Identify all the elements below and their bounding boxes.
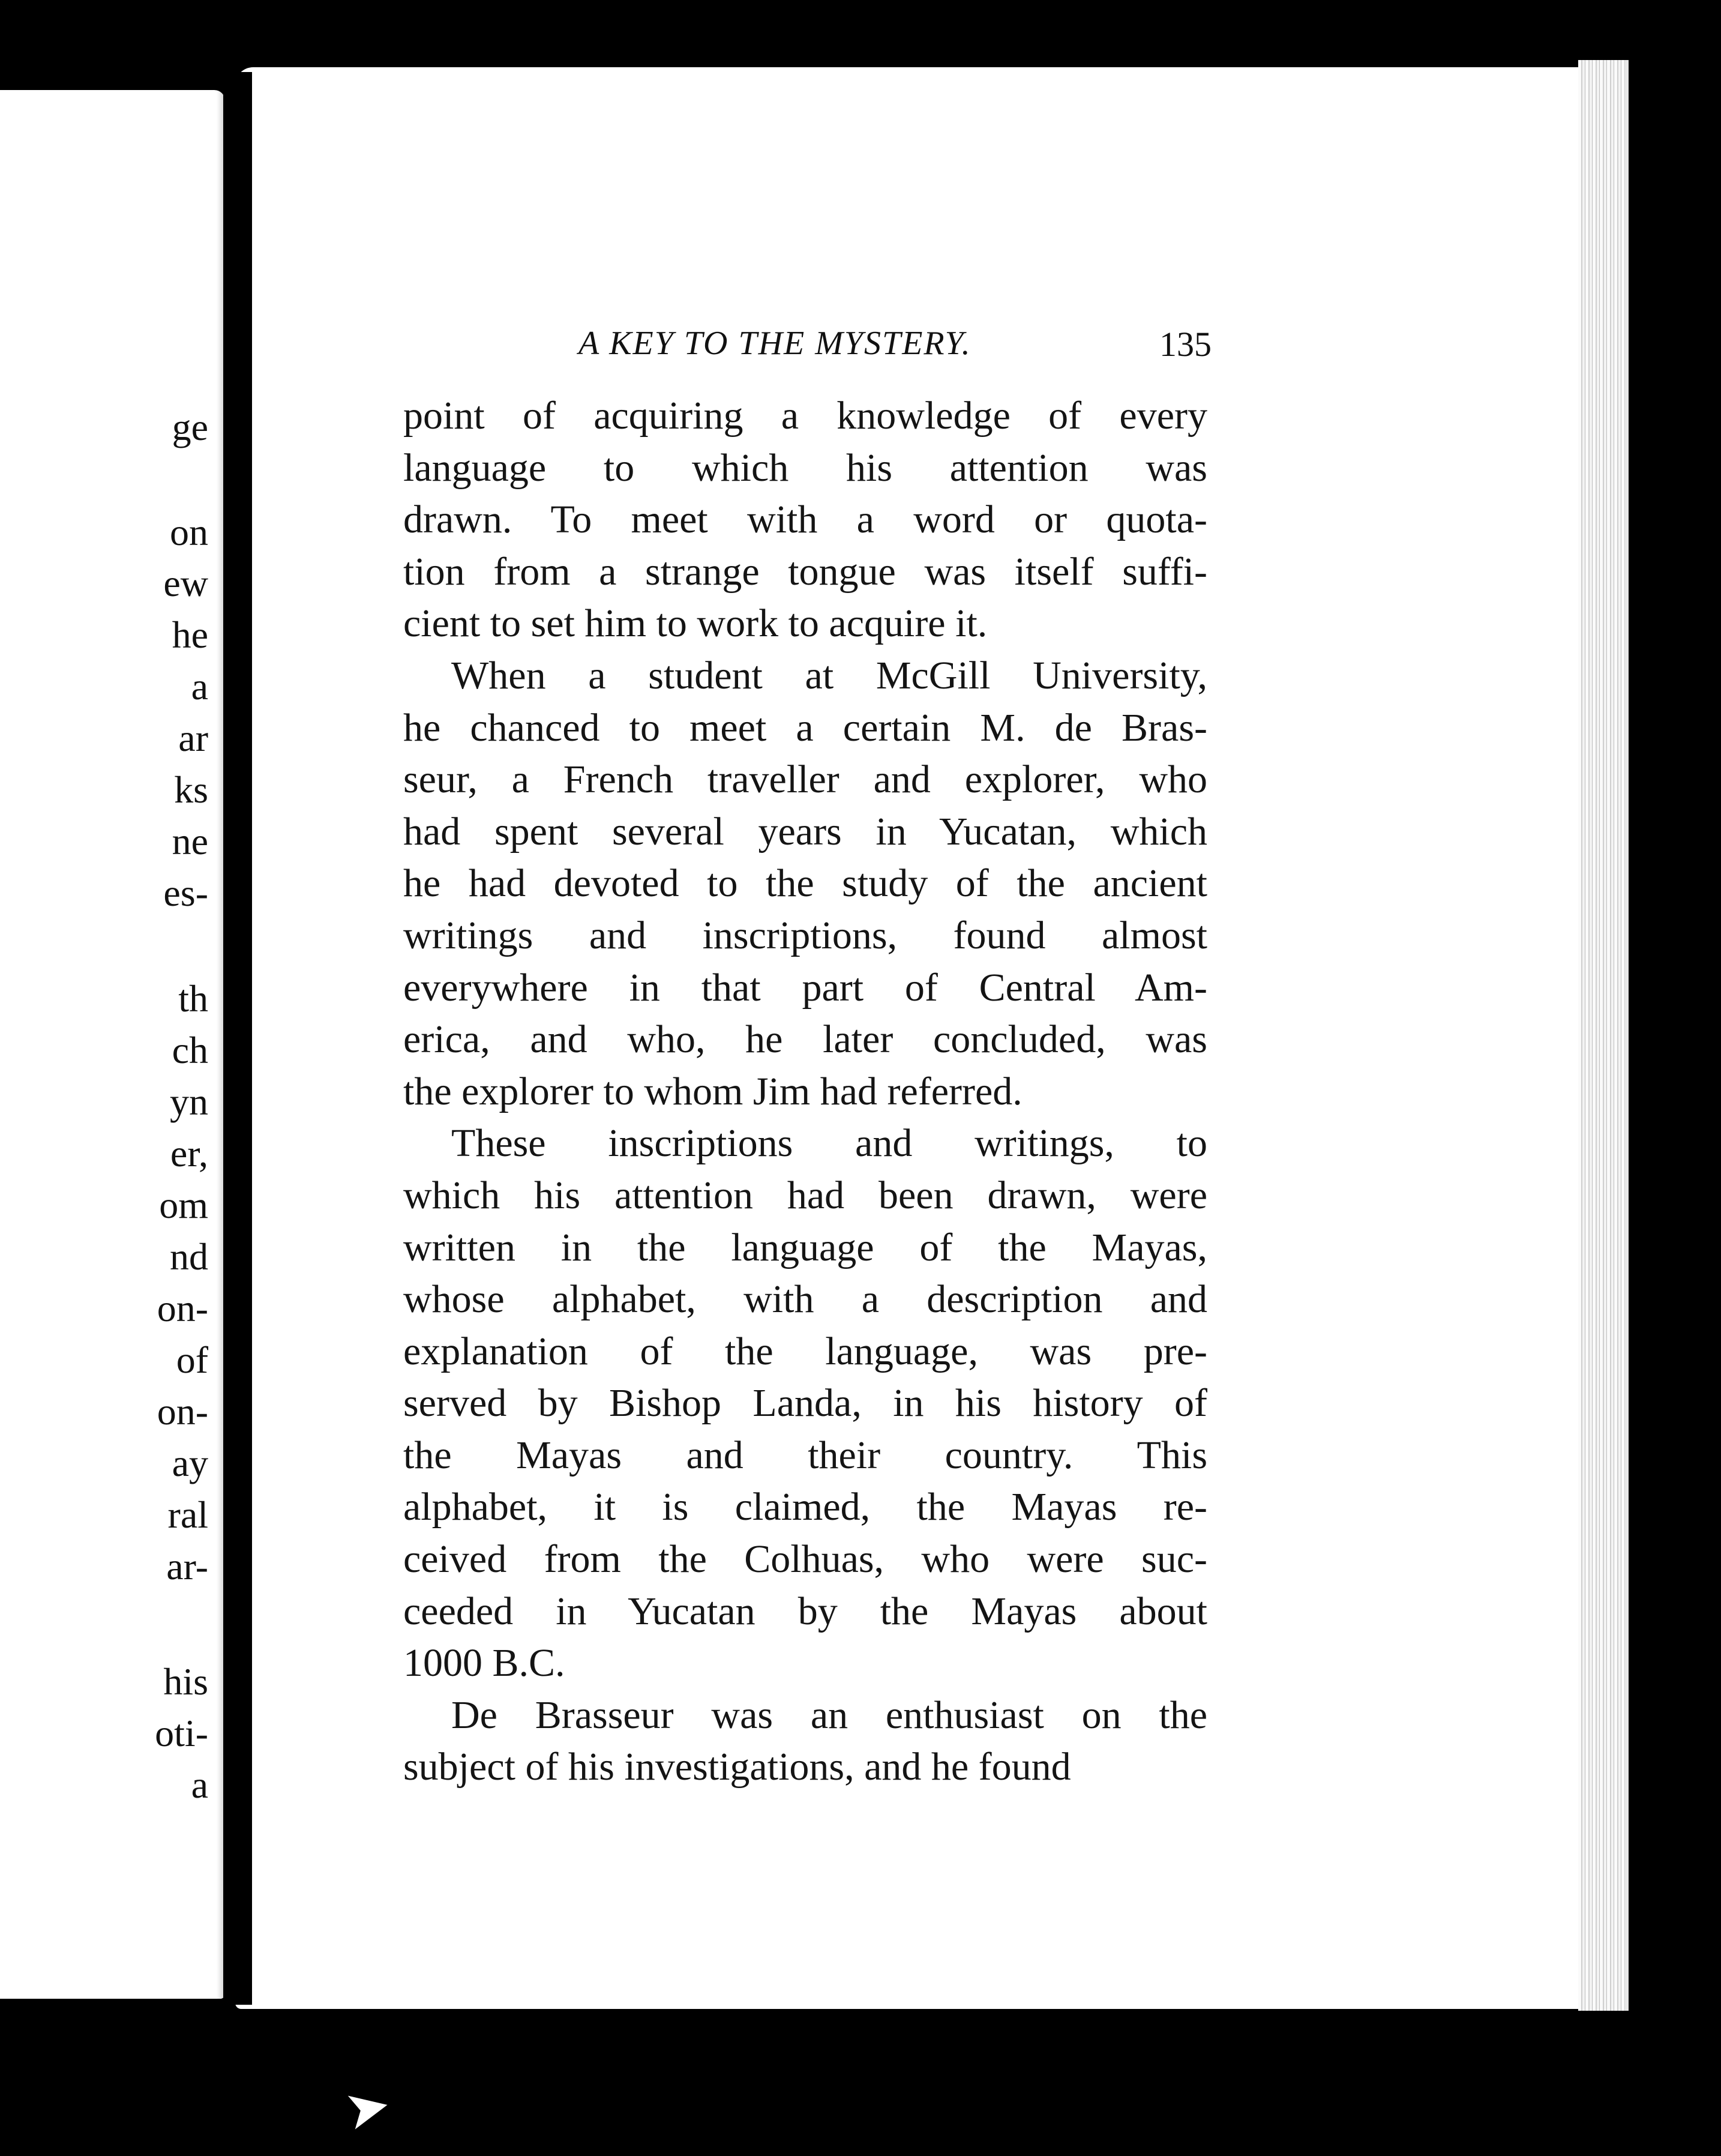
text-line: the Mayas and their country. This — [403, 1433, 1207, 1477]
text-fragment: on- — [157, 1390, 208, 1433]
text-fragment: a — [191, 1763, 208, 1806]
text-fragment: er, — [170, 1132, 208, 1175]
text-line: erica, and who, he later concluded, was — [403, 1017, 1207, 1062]
text-line: written in the language of the Mayas, — [403, 1225, 1207, 1269]
text-fragment: ay — [172, 1442, 208, 1484]
text-fragment: on- — [157, 1287, 208, 1329]
text-line: alphabet, it is claimed, the Mayas re- — [403, 1485, 1207, 1529]
text-fragment: es- — [163, 872, 208, 914]
text-line: which his attention had been drawn, were — [403, 1173, 1207, 1217]
text-fragment: his — [163, 1660, 208, 1703]
text-line: writings and inscriptions, found almost — [403, 913, 1207, 957]
text-fragment: ge — [172, 406, 208, 448]
text-line: everywhere in that part of Central Am- — [403, 965, 1207, 1010]
body-text — [403, 390, 1207, 1793]
text-fragment: of — [176, 1338, 208, 1381]
text-line: served by Bishop Landa, in his history of — [403, 1381, 1207, 1426]
text-fragment: on — [170, 511, 208, 553]
text-line: the explorer to whom Jim had referred. — [403, 1069, 1023, 1113]
text-fragment: a — [191, 665, 208, 708]
text-line: whose alphabet, with a description and — [403, 1277, 1207, 1322]
text-fragment: he — [172, 613, 208, 656]
text-line: These inscriptions and writings, to — [451, 1121, 1207, 1166]
text-fragment: ral — [167, 1493, 208, 1536]
text-line: 1000 B.C. — [403, 1641, 565, 1685]
running-head — [578, 324, 1212, 372]
text-line: had spent several years in Yucatan, which — [403, 809, 1207, 854]
text-fragment: ne — [172, 820, 208, 863]
scan-blemish: ➤ — [339, 2074, 396, 2142]
text-line: tion from a strange tongue was itself suffi- — [403, 549, 1207, 594]
text-line: ceeded in Yucatan by the Mayas about — [403, 1589, 1207, 1633]
text-fragment: th — [178, 977, 208, 1020]
page-number: 135 — [1159, 325, 1212, 364]
previous-page — [0, 90, 225, 1999]
previous-page-text-fragments — [88, 90, 208, 1999]
text-fragment: ch — [172, 1029, 208, 1071]
text-line: cient to set him to work to acquire it. — [403, 601, 988, 646]
text-fragment: oti- — [155, 1712, 208, 1754]
text-line: drawn. To meet with a word or quota- — [403, 498, 1207, 542]
text-line: ceived from the Colhuas, who were suc- — [403, 1537, 1207, 1582]
text-line: he chanced to meet a certain M. de Bras- — [403, 705, 1207, 750]
book-gutter — [223, 72, 252, 2005]
text-line: subject of his investigations, and he found — [403, 1745, 1071, 1789]
text-line: When a student at McGill University, — [451, 653, 1207, 697]
text-line: he had devoted to the study of the ancient — [403, 861, 1207, 906]
text-line: language to which his attention was — [403, 445, 1207, 490]
text-line: De Brasseur was an enthusiast on the — [451, 1693, 1207, 1737]
text-line: seur, a French traveller and explorer, who — [403, 757, 1207, 802]
text-line: explanation of the language, was pre- — [403, 1329, 1207, 1373]
text-fragment: om — [159, 1184, 208, 1226]
text-fragment: ar — [178, 717, 208, 759]
text-fragment: ar- — [166, 1545, 208, 1588]
text-line: point of acquiring a knowledge of every — [403, 394, 1207, 438]
page-edges — [1578, 60, 1629, 2011]
text-fragment: yn — [170, 1080, 208, 1123]
text-fragment: ks — [174, 768, 208, 811]
text-fragment: ew — [163, 562, 208, 604]
running-title: A KEY TO THE MYSTERY. — [578, 325, 972, 362]
text-fragment: nd — [170, 1235, 208, 1278]
